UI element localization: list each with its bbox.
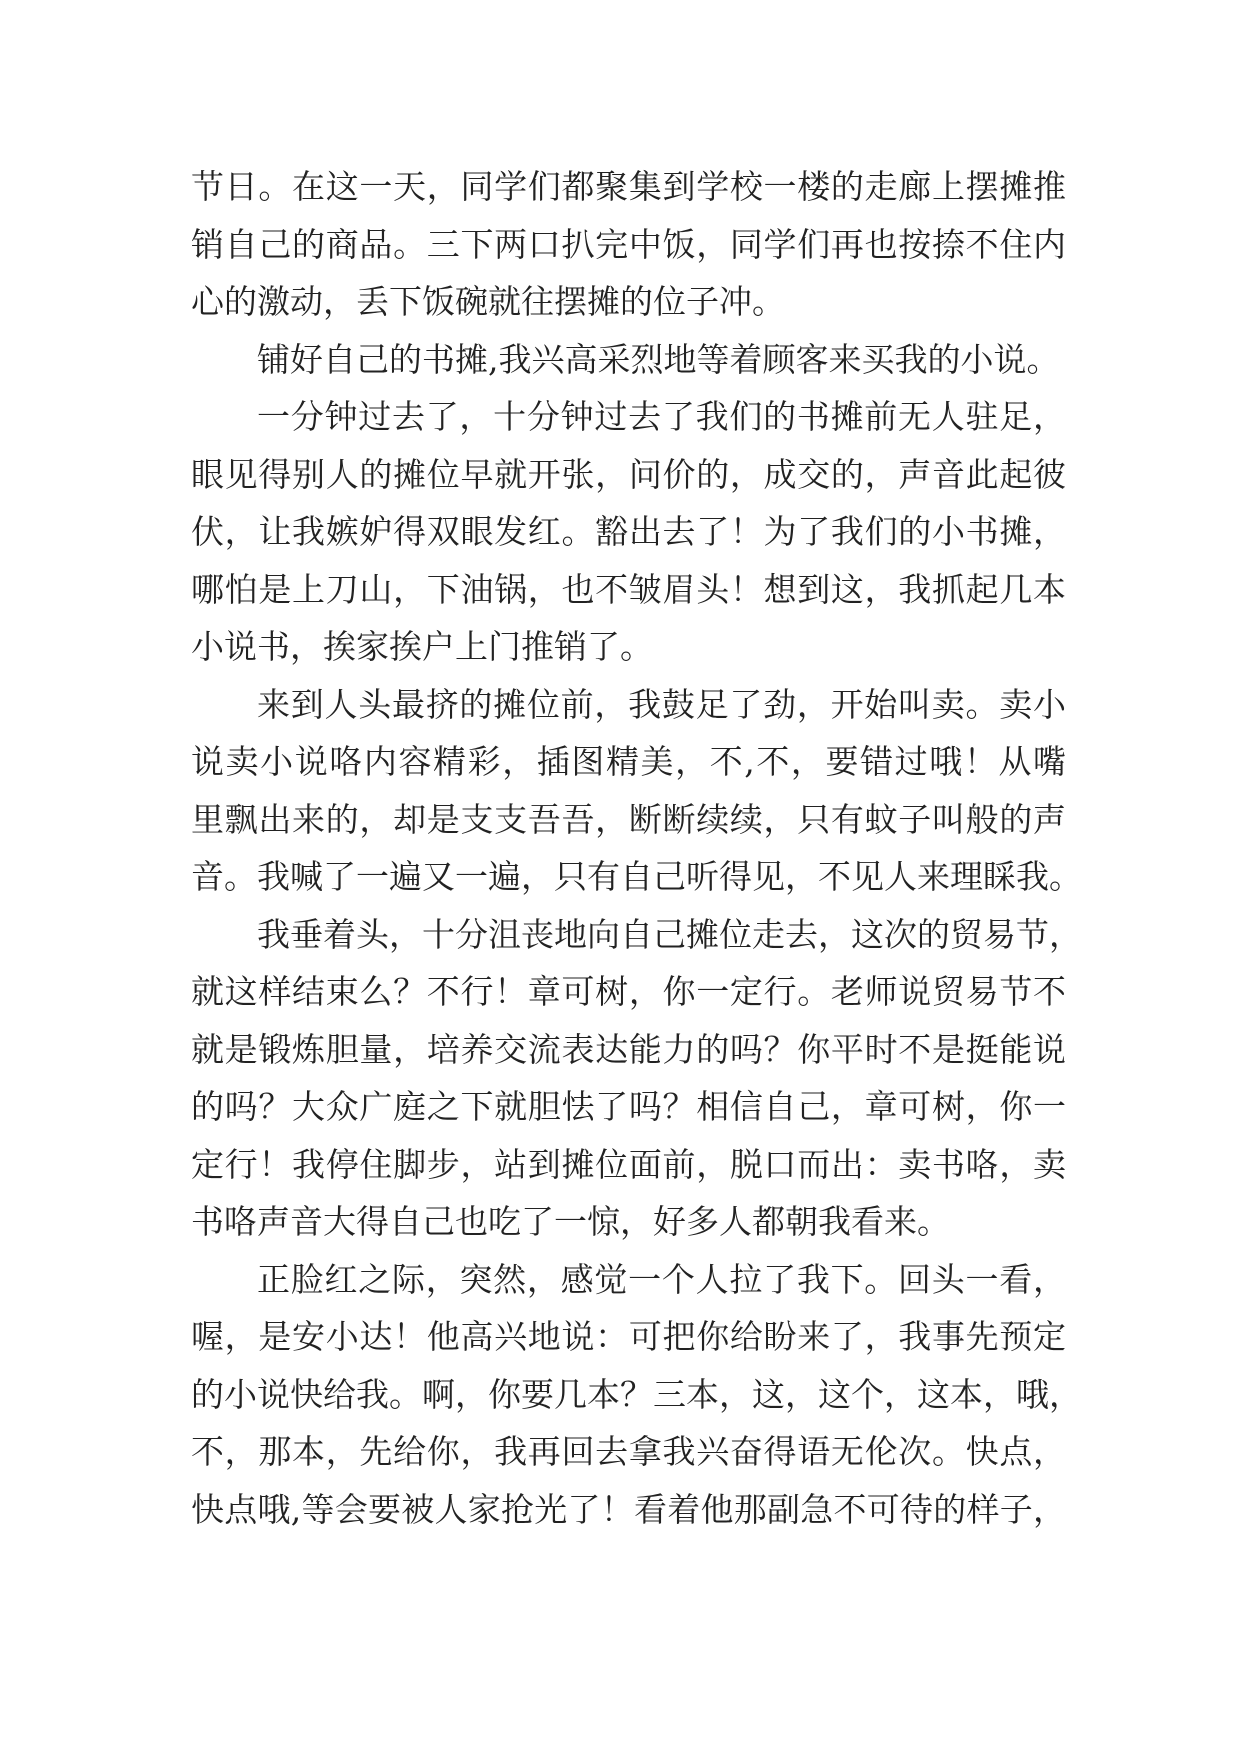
text-line: 快点哦,等会要被人家抢光了！看着他那副急不可待的样子， [191, 1489, 1066, 1529]
text-line: 伏，让我嫉妒得双眼发红。豁出去了！为了我们的小书摊， [191, 512, 1066, 551]
paragraph [191, 1251, 1082, 1539]
text-line: 我垂着头，十分沮丧地向自己摊位走去，这次的贸易节， [257, 914, 1082, 954]
text-line: 来到人头最挤的摊位前，我鼓足了劲，开始叫卖。卖小 [257, 684, 1066, 724]
text-line: 的吗？大众广庭之下就胆怯了吗？相信自己，章可树，你一 [191, 1087, 1066, 1126]
text-line: 小说书，挨家挨户上门推销了。 [191, 627, 653, 666]
text-line: 里飘出来的，却是支支吾吾，断断续续，只有蚊子叫般的声 [191, 799, 1066, 839]
text-line: 正脸红之际，突然，感觉一个人拉了我下。回头一看， [257, 1259, 1066, 1299]
text-line: 定行！我停住脚步，站到摊位面前，脱口而出：卖书咯，卖 [191, 1144, 1066, 1184]
text-line: 喔，是安小达！他高兴地说：可把你给盼来了，我事先预定 [191, 1317, 1066, 1356]
text-line: 书咯声音大得自己也吃了一惊，好多人都朝我看来。 [191, 1202, 950, 1241]
paragraph [191, 676, 1082, 906]
text-line: 一分钟过去了，十分钟过去了我们的书摊前无人驻足， [257, 397, 1066, 436]
text-line: 节日。在这一天，同学们都聚集到学校一楼的走廊上摆摊推 [191, 167, 1066, 206]
paragraph [191, 388, 1066, 676]
text-line: 哪怕是上刀山，下油锅，也不皱眉头！想到这，我抓起几本 [191, 569, 1066, 609]
paragraph [191, 906, 1082, 1251]
text-line: 不，那本，先给你，我再回去拿我兴奋得语无伦次。快点， [191, 1432, 1066, 1471]
text-line: 就这样结束么？不行！章可树，你一定行。老师说贸易节不 [191, 972, 1066, 1011]
text-line: 眼见得别人的摊位早就开张，问价的，成交的，声音此起彼 [191, 454, 1066, 494]
paragraph [191, 331, 1066, 389]
paragraph [191, 158, 1066, 331]
text-line: 的小说快给我。啊，你要几本？三本，这，这个，这本，哦， [191, 1374, 1082, 1414]
text-line: 音。我喊了一遍又一遍，只有自己听得见，不见人来理睬我。 [191, 857, 1082, 896]
text-line: 销自己的商品。三下两口扒完中饭，同学们再也按捺不住内 [191, 224, 1066, 264]
text-line: 就是锻炼胆量，培养交流表达能力的吗？你平时不是挺能说 [191, 1029, 1066, 1069]
text-line: 心的激动，丢下饭碗就往摆摊的位子冲。 [191, 282, 785, 321]
text-line: 说卖小说咯内容精彩，插图精美，不,不，要错过哦！从嘴 [191, 742, 1066, 781]
text-line: 铺好自己的书摊,我兴高采烈地等着顾客来买我的小说。 [257, 339, 1060, 379]
body-text [191, 158, 1082, 1538]
